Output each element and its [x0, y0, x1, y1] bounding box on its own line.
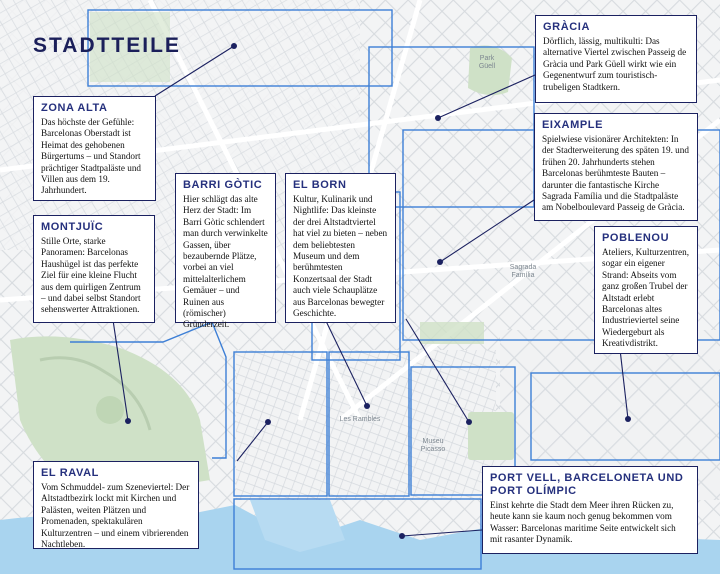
label-park-guell: Park Güell: [478, 55, 496, 70]
label-sagrada-familia: Sagrada Família: [509, 264, 537, 279]
district-description: Kultur, Kulinarik und Nightlife: Das kleinste der drei Altstadtviertel hat viel zu bieten – neben dem beliebtesten Museum und dem berühmtesten Konzertsaal der Stadt auch viele Schauplätze aus Barcelonas bewegter Geschichte.: [293, 194, 388, 319]
old-town-texture: [236, 350, 496, 500]
district-box-el-raval[interactable]: [33, 461, 199, 549]
district-box-port-vell[interactable]: [482, 466, 698, 554]
district-box-montjuic[interactable]: [33, 215, 155, 323]
district-description: Stille Orte, starke Panoramen: Barcelonas Haushügel ist das perfekte Ziel für eine kleine Flucht aus dem quirligen Zentrum – und dabei selbst Standort sehenswerter Attraktionen.: [41, 236, 141, 315]
page-title: STADTTEILE: [33, 34, 181, 57]
district-name: GRÀCIA: [543, 21, 590, 33]
district-description: Spielwiese visionärer Architekten: In der Stadterweiterung des späten 19. und frühen 20. Jahrhunderts stehen Barcelonas berühmteste Bauten – darunter die fantastische Kirche Sagrada Família und die Stadtpaläste am Nobelboulevard Passeig de Gràcia.: [542, 134, 689, 213]
district-name: EIXAMPLE: [542, 119, 604, 131]
district-description: Dörflich, lässig, multikulti: Das alternative Viertel zwischen Passeig de Gràcia und Park Güell wirkt wie ein Gegenentwurf zum touristisch-trubeligen Stadtkern.: [543, 36, 687, 92]
montjuic-hilltop: [96, 396, 124, 424]
district-box-poblenou[interactable]: [594, 226, 698, 354]
district-name: BARRI GÒTIC: [183, 179, 263, 191]
district-name: PORT VELL, BARCELONETA UND PORT OLÍMPIC: [490, 472, 684, 497]
district-description: Einst kehrte die Stadt dem Meer ihren Rücken zu, heute kann sie kaum noch genug bekommen vom Wasser: Barcelonas maritime Seite entwickelt sich mit rasanter Dynamik.: [490, 500, 676, 545]
label-museu-picasso: Museu Picasso: [420, 438, 446, 453]
district-box-gracia[interactable]: [535, 15, 697, 103]
district-name: EL BORN: [293, 179, 347, 191]
district-box-zona-alta[interactable]: [33, 96, 156, 201]
district-box-barri-gotic[interactable]: [175, 173, 276, 330]
district-description: Das höchste der Gefühle: Barcelonas Oberstadt ist Heimat des gehobenen Bürgertums – und Standort prächtiger Stadtpaläste und Villen aus dem 19. Jahrhundert.: [41, 117, 142, 196]
district-box-eixample[interactable]: [534, 113, 698, 221]
district-name: POBLENOU: [602, 232, 670, 244]
district-box-el-born[interactable]: [285, 173, 396, 323]
district-name: MONTJUÏC: [41, 221, 104, 233]
district-description: Vom Schmuddel- zum Szeneviertel: Der Altstadtbezirk lockt mit Kirchen und Palästen, weiten Plätzen und Promenaden, spektakulären Kulturzentren – und einem vibrierenden Nachtleben.: [41, 482, 190, 550]
district-name: EL RAVAL: [41, 467, 99, 479]
label-les-rambles: Les Rambles: [339, 416, 381, 423]
district-name: ZONA ALTA: [41, 102, 108, 114]
district-description: Hier schlägt das alte Herz der Stadt: Im Barri Gòtic schlendert man durch verwinkelte Gassen, über bezaubernde Plätze, vorbei an viel mittelalterlichem Gemäuer – und Ruinen aus (römischer) Gründerzeit.: [183, 194, 268, 330]
district-description: Ateliers, Kulturzentren, sogar ein eigener Strand: Abseits vom ganz großen Trubel der Altstadt erlebt Barcelonas altes Industrieviertel seine Wiedergeburt als Kreativdistrikt.: [602, 247, 689, 349]
